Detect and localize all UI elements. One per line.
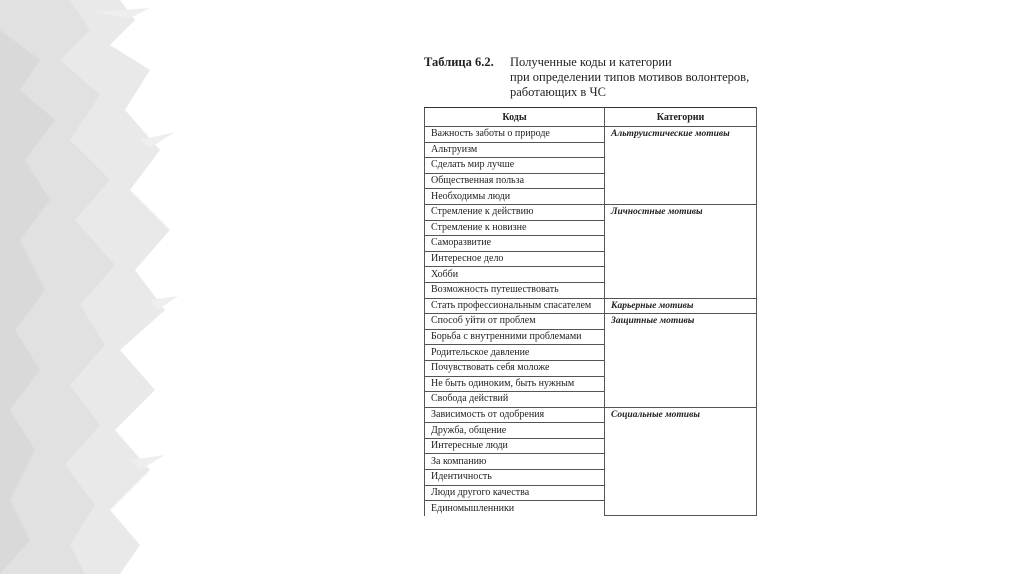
- code-cell: Единомышленники: [425, 501, 605, 516]
- table-row: [425, 298, 757, 314]
- codes-table: [424, 107, 757, 516]
- caption-label: Таблица 6.2.: [424, 55, 494, 69]
- table-row: [425, 204, 757, 220]
- code-cell: Интересные люди: [425, 438, 605, 454]
- header-categories: Категории: [605, 108, 757, 127]
- code-cell: Дружба, общение: [425, 423, 605, 439]
- code-cell: Стремление к действию: [425, 204, 605, 220]
- code-cell: Зависимость от одобрения: [425, 407, 605, 423]
- table-row: [425, 314, 757, 330]
- document-page: [424, 55, 759, 514]
- header-codes: Коды: [425, 108, 605, 127]
- code-cell: За компанию: [425, 454, 605, 470]
- caption-title: [510, 55, 759, 100]
- category-cell: Защитные мотивы: [605, 314, 757, 408]
- code-cell: Люди другого качества: [425, 485, 605, 501]
- caption-line: при определении типов мотивов волонтеров,: [510, 70, 750, 84]
- code-cell: Интересное дело: [425, 251, 605, 267]
- table-header-row: [425, 108, 757, 127]
- category-cell: Карьерные мотивы: [605, 298, 757, 314]
- brush-stroke-decoration: [0, 0, 200, 574]
- code-cell: Почувствовать себя моложе: [425, 360, 605, 376]
- code-cell: Способ уйти от проблем: [425, 314, 605, 330]
- category-cell: Социальные мотивы: [605, 407, 757, 516]
- code-cell: Хобби: [425, 267, 605, 283]
- code-cell: Не быть одиноким, быть нужным: [425, 376, 605, 392]
- code-cell: Стать профессиональным спасателем: [425, 298, 605, 314]
- code-cell: Общественная польза: [425, 173, 605, 189]
- category-cell: Личностные мотивы: [605, 204, 757, 298]
- code-cell: Необходимы люди: [425, 189, 605, 205]
- table-row: [425, 127, 757, 143]
- code-cell: Важность заботы о природе: [425, 127, 605, 143]
- code-cell: Родительское давление: [425, 345, 605, 361]
- table-caption: [424, 55, 759, 100]
- code-cell: Свобода действий: [425, 392, 605, 408]
- code-cell: Альтруизм: [425, 142, 605, 158]
- code-cell: Сделать мир лучше: [425, 158, 605, 174]
- caption-line: Полученные коды и категории: [510, 55, 672, 69]
- category-cell: Альтруистические мотивы: [605, 127, 757, 205]
- caption-line: работающих в ЧС: [510, 85, 606, 99]
- code-cell: Стремление к новизне: [425, 220, 605, 236]
- table-row: [425, 407, 757, 423]
- code-cell: Борьба с внутренними проблемами: [425, 329, 605, 345]
- code-cell: Возможность путешествовать: [425, 282, 605, 298]
- code-cell: Саморазвитие: [425, 236, 605, 252]
- code-cell: Идентичность: [425, 470, 605, 486]
